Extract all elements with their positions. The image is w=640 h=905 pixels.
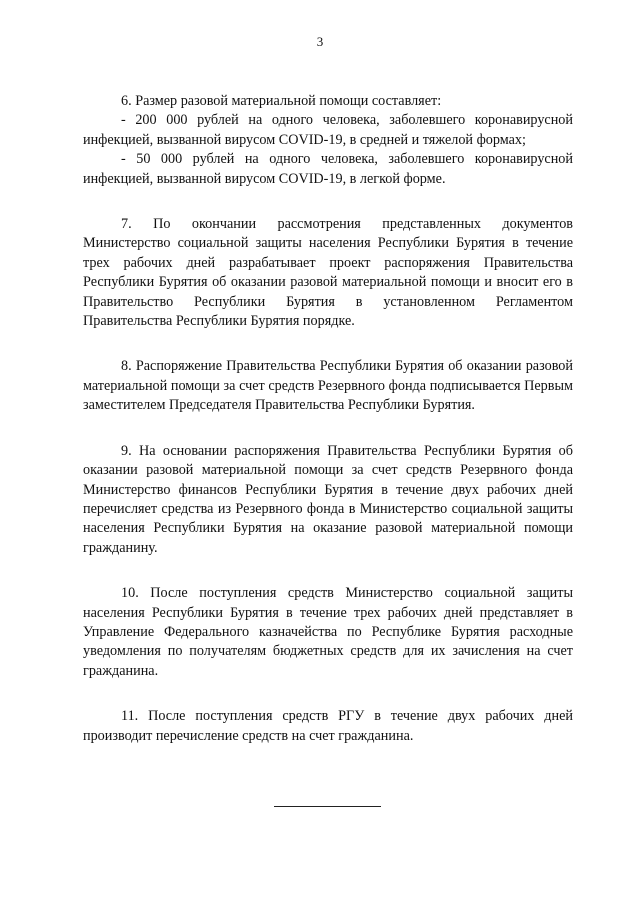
- paragraph-8: 8. Распоряжение Правительства Республики Бурятия об оказании разовой материальной помощи за счет средств Резервного фонда подписывается Первым заместителем Председателя Правительства Республики Бурятия.: [83, 358, 573, 414]
- paragraph-spacer: [83, 558, 573, 584]
- paragraph-6-intro: 6. Размер разовой материальной помощи составляет:: [121, 93, 442, 109]
- paragraph-spacer: [83, 416, 573, 442]
- paragraph-spacer: [83, 331, 573, 357]
- paragraph-6-item-1: - 200 000 рублей на одного человека, заболевшего коронавирусной инфекцией, вызванной вирусом COVID-19, в средней и тяжелой формах;: [83, 112, 573, 148]
- paragraph-spacer: [83, 189, 573, 215]
- paragraph-9: 9. На основании распоряжения Правительства Республики Бурятия об оказании разовой материальной помощи за счет средств Резервного фонда Министерство финансов Республики Бурятия в течение двух рабочих дней перечисляет средства из Резервного фонда в Министерство социальной защиты населения Республики Бурятия на оказание разовой материальной помощи гражданину.: [83, 442, 573, 556]
- paragraph-11: 11. После поступления средств РГУ в течение двух рабочих дней производит перечисление средств на счет гражданина.: [83, 708, 573, 744]
- paragraph-spacer: [83, 681, 573, 707]
- page-number: 3: [316, 34, 324, 49]
- end-of-document-rule: [274, 806, 381, 807]
- paragraph-7: 7. По окончании рассмотрения представленных документов Министерство социальной защиты населения Республики Бурятия в течение трех рабочих дней разрабатывает проект распоряжения Правительства Республики Бурятия об оказании разовой материальной помощи и вносит его в Правительство Республики Бурятия в установленном Регламентом Правительства Республики Бурятия порядке.: [83, 216, 573, 330]
- paragraph-6-item-2: - 50 000 рублей на одного человека, заболевшего коронавирусной инфекцией, вызванной вирусом COVID-19, в легкой форме.: [83, 151, 573, 187]
- paragraph-10: 10. После поступления средств Министерство социальной защиты населения Республики Бурятия в течение трех рабочих дней представляет в Управление Федерального казначейства по Республике Бурятия расходные уведомления по получателям бюджетных средств для их зачисления на счет гражданина.: [83, 585, 573, 679]
- document-body: [83, 92, 573, 746]
